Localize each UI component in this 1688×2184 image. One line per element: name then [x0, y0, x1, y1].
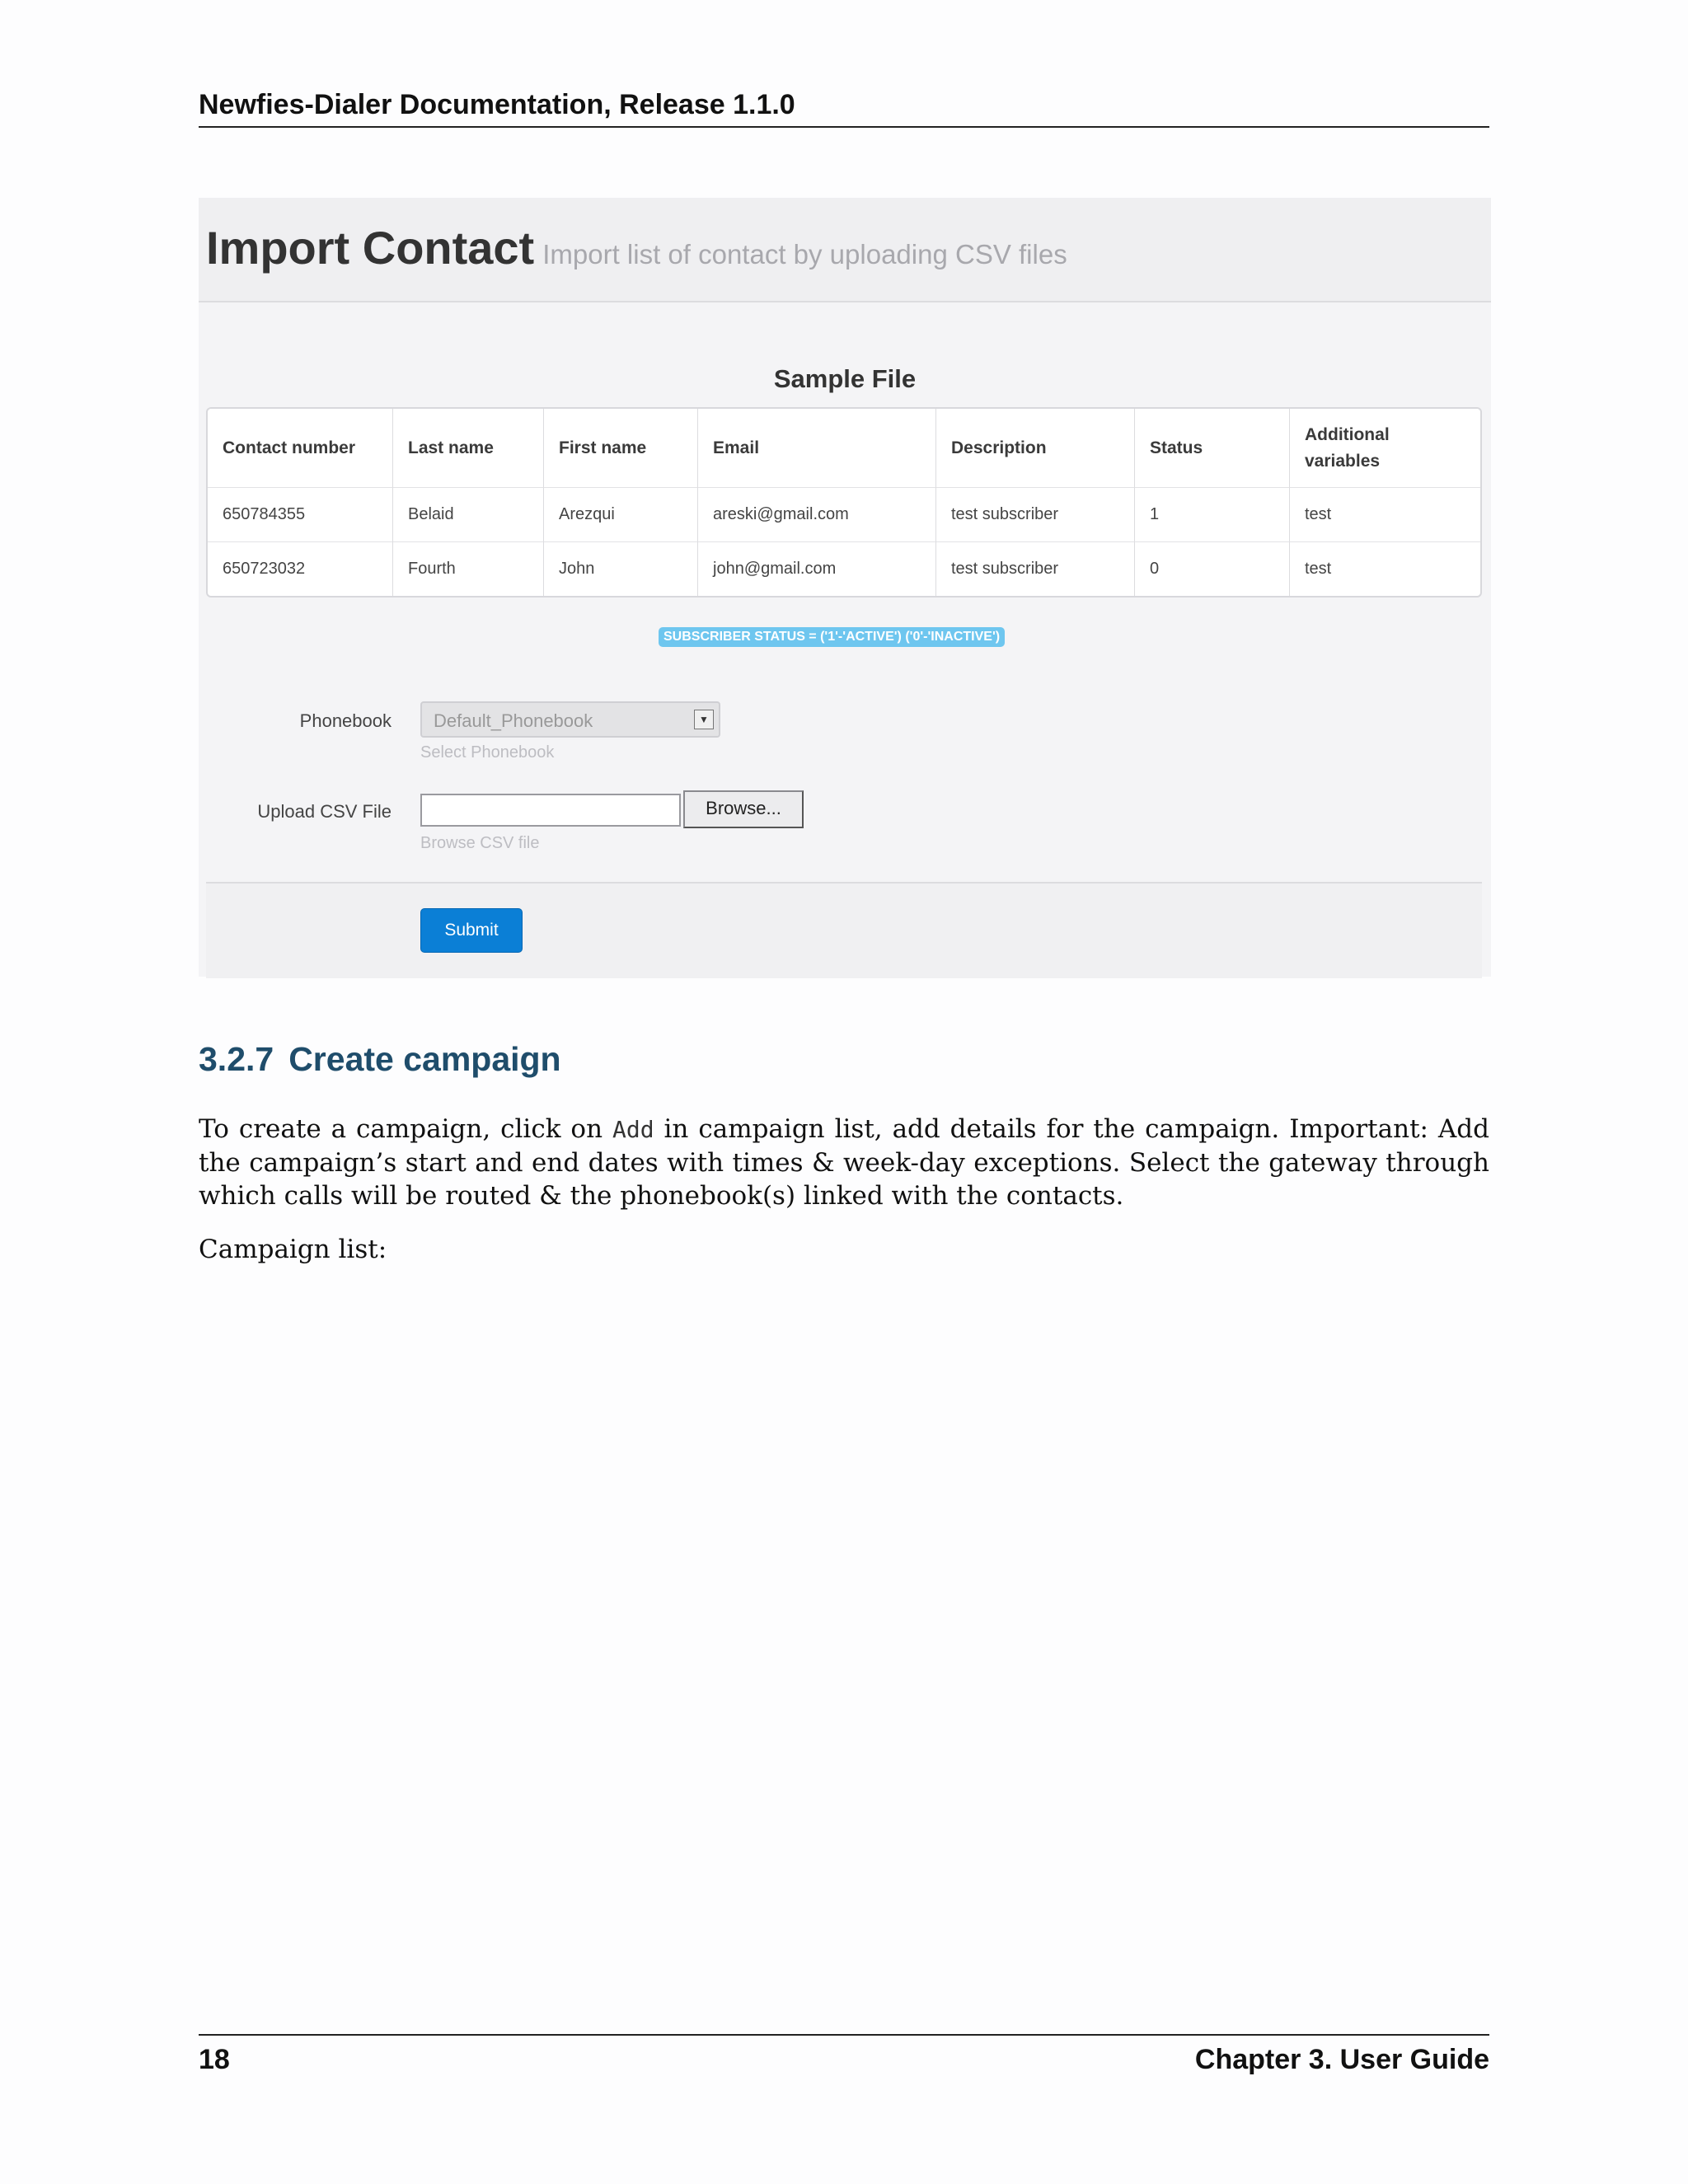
- section-paragraph: [199, 1113, 1489, 1212]
- page-header: Newfies-Dialer Documentation, Release 1.1.0: [199, 89, 1489, 128]
- section-number: 3.2.7: [199, 1040, 274, 1078]
- phonebook-label: Phonebook: [299, 710, 392, 731]
- table-cell: Belaid: [393, 488, 544, 542]
- campaign-list-caption: Campaign list:: [199, 1235, 387, 1264]
- table-cell: Fourth: [393, 542, 544, 596]
- sample-file-title: Sample File: [773, 364, 917, 393]
- column-header: Contact number: [208, 409, 393, 488]
- table-cell: 1: [1135, 488, 1290, 542]
- chevron-down-icon[interactable]: ▼: [694, 710, 714, 729]
- table-row: [208, 488, 1480, 542]
- csv-file-input[interactable]: [420, 794, 681, 827]
- chapter-title: Chapter 3. User Guide: [1194, 2044, 1489, 2075]
- submit-button[interactable]: Submit: [420, 908, 523, 953]
- section-title: Create campaign: [288, 1040, 561, 1078]
- upload-help: Browse CSV file: [420, 834, 540, 852]
- table-header-row: [208, 409, 1480, 488]
- table-cell: john@gmail.com: [698, 542, 936, 596]
- paragraph-text-end: in campaign list, add details for the campaign. Important: Add the campaign’s start and end dates with times & week-day exceptions. Select the gateway through which calls will be routed & the phonebook(s) linked with the contacts.: [199, 1114, 1489, 1211]
- table-cell: test: [1290, 488, 1480, 542]
- status-badge: SUBSCRIBER STATUS = ('1'-'ACTIVE') ('0'-'INACTIVE'): [659, 627, 1005, 647]
- phonebook-select[interactable]: [420, 701, 720, 738]
- phonebook-help: Select Phonebook: [420, 743, 555, 762]
- browse-button[interactable]: Browse...: [683, 790, 804, 828]
- table-cell: test: [1305, 560, 1332, 578]
- add-code: Add: [612, 1116, 654, 1143]
- column-header: Email: [698, 409, 936, 488]
- page-number: 18: [199, 2044, 230, 2075]
- form-actions: [206, 882, 1482, 978]
- upload-csv-label: Upload CSV File: [257, 801, 392, 822]
- page-footer: [199, 2034, 1489, 2076]
- table-row: [208, 542, 1480, 596]
- table-cell: test subscriber: [936, 542, 1135, 596]
- page-title: [206, 221, 1067, 274]
- column-header: Additional variables: [1290, 409, 1480, 488]
- table-cell: Arezqui: [544, 488, 698, 542]
- page-title-text: Import Contact: [206, 222, 535, 274]
- table-cell: John: [544, 542, 698, 596]
- page-subtitle: Import list of contact by uploading CSV files: [542, 239, 1067, 269]
- table-cell: test subscriber: [936, 488, 1135, 542]
- sample-table: [206, 407, 1482, 598]
- phonebook-select-value: Default_Phonebook: [434, 710, 593, 731]
- table-cell: areski@gmail.com: [698, 488, 936, 542]
- column-header: Description: [936, 409, 1135, 488]
- section-heading: [199, 1040, 561, 1079]
- paragraph-text-start: To create a campaign, click on: [199, 1114, 612, 1144]
- table-cell: 650784355: [208, 488, 393, 542]
- table-cell: 0: [1135, 542, 1290, 596]
- import-contact-screenshot: [199, 198, 1491, 977]
- column-header: Status: [1135, 409, 1290, 488]
- title-bar: [199, 198, 1491, 302]
- column-header: First name: [544, 409, 698, 488]
- table-cell: 650723032: [208, 542, 393, 596]
- column-header: Last name: [393, 409, 544, 488]
